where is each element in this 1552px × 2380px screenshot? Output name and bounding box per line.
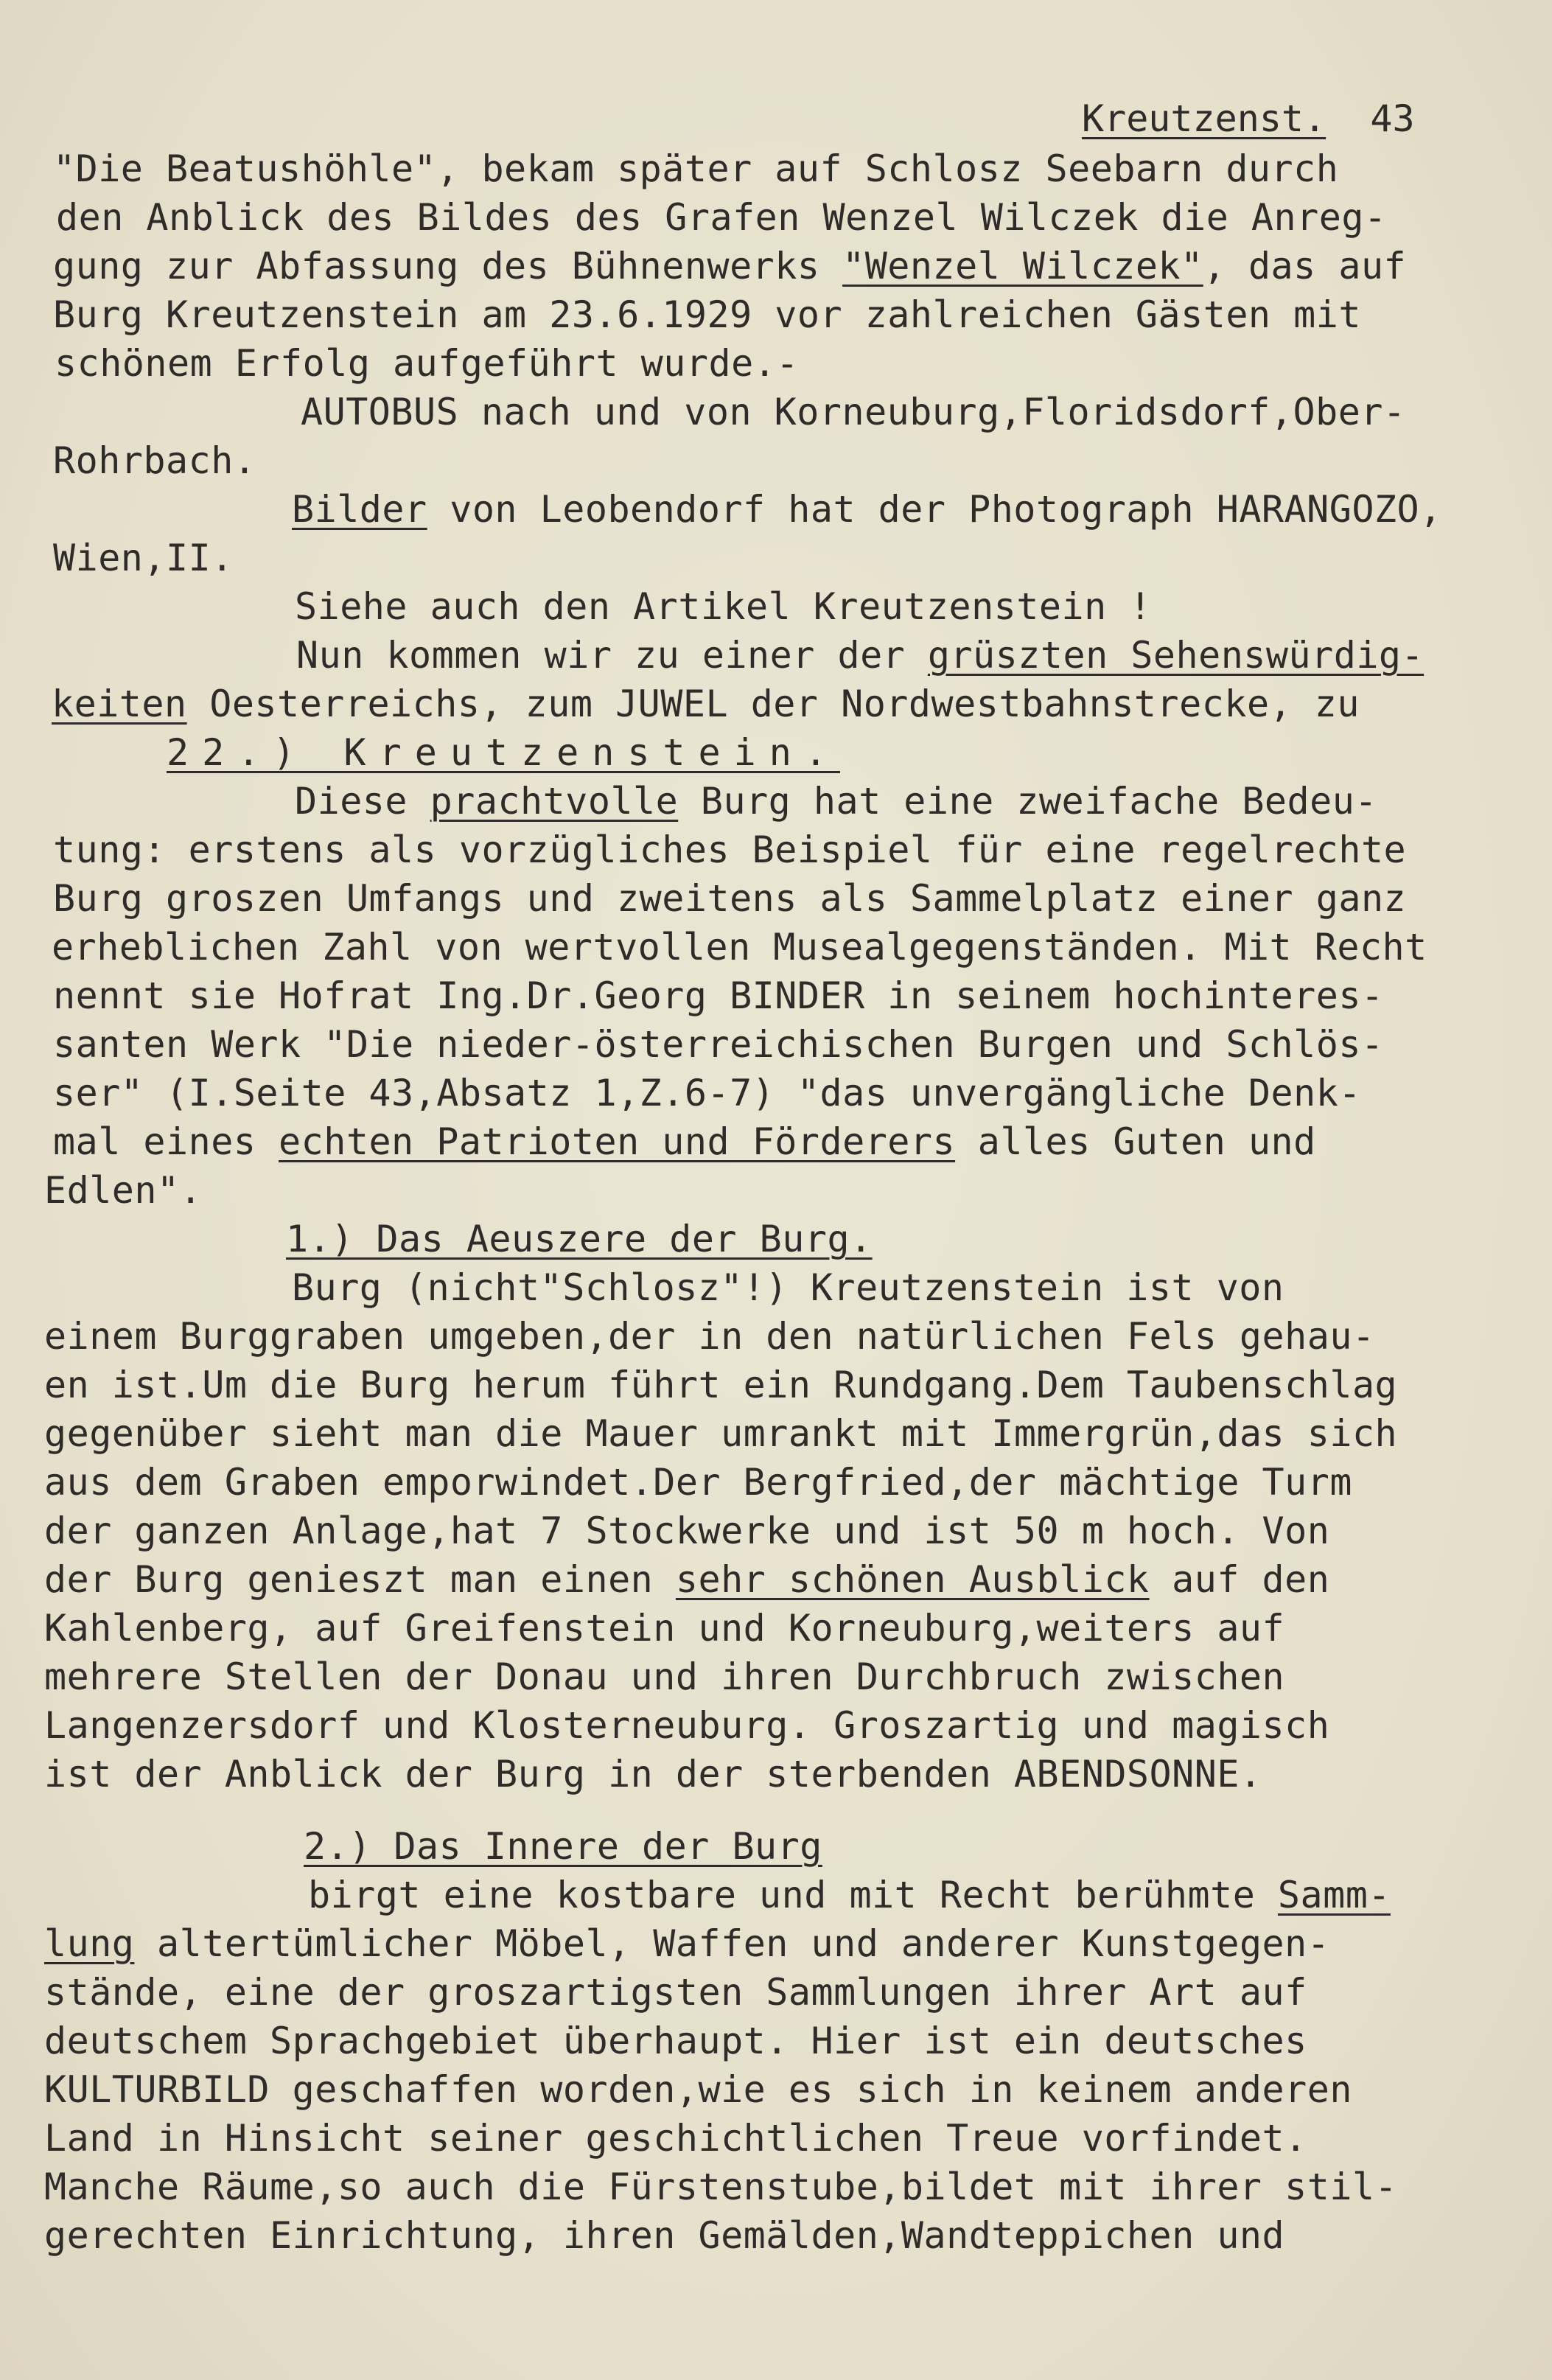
text-line: gerechten Einrichtung, ihren Gemälden,Wandteppichen und bbox=[44, 2214, 1285, 2257]
header-title: Kreutzenst. bbox=[1082, 97, 1326, 140]
text-line: nennt sie Hofrat Ing.Dr.Georg BINDER in seinem hochinteres- bbox=[53, 974, 1384, 1017]
text-line: keiten Oesterreichs, zum JUWEL der Nordwestbahnstrecke, zu bbox=[52, 683, 1360, 725]
text-line: aus dem Graben emporwindet.Der Bergfried,der mächtige Turm bbox=[44, 1461, 1352, 1504]
text-line: AUTOBUS nach und von Korneuburg,Floridsdorf,Ober- bbox=[301, 391, 1406, 433]
text-line: "Die Beatushöhle", bekam später auf Schlosz Seebarn durch bbox=[53, 147, 1339, 190]
text-line: schönem Erfolg aufgeführt wurde.- bbox=[55, 342, 799, 385]
text-line: Diese prachtvolle Burg hat eine zweifache Bedeu- bbox=[295, 780, 1377, 823]
page-number: 43 bbox=[1370, 97, 1415, 140]
text-line: gegenüber sieht man die Mauer umrankt mit Immergrün,das sich bbox=[44, 1412, 1398, 1455]
text-line: tung: erstens als vorzügliches Beispiel für eine regelrechte bbox=[53, 828, 1407, 871]
text-line: Nun kommen wir zu einer der grüszten Sehenswürdig- bbox=[296, 634, 1425, 677]
text-line: der Burg genieszt man einen sehr schönen Ausblick auf den bbox=[44, 1558, 1330, 1601]
text-line: gung zur Abfassung des Bühnenwerks "Wenzel Wilczek", das auf bbox=[53, 245, 1407, 287]
text-line: Wien,II. bbox=[53, 537, 234, 579]
text-line: erheblichen Zahl von wertvollen Musealgegenständen. Mit Recht bbox=[52, 926, 1427, 969]
text-line: Manche Räume,so auch die Fürstenstube,bildet mit ihrer stil- bbox=[44, 2166, 1398, 2208]
text-line: stände, eine der groszartigsten Sammlungen ihrer Art auf bbox=[44, 1971, 1307, 2014]
text-line: Kahlenberg, auf Greifenstein und Korneuburg,weiters auf bbox=[44, 1607, 1285, 1650]
text-line: mehrere Stellen der Donau und ihren Durchbruch zwischen bbox=[44, 1655, 1285, 1698]
text-line: ser" (I.Seite 43,Absatz 1,Z.6-7) "das unvergängliche Denk- bbox=[53, 1072, 1361, 1114]
text-line: Langenzersdorf und Klosterneuburg. Groszartig und magisch bbox=[44, 1704, 1330, 1747]
text-line: en ist.Um die Burg herum führt ein Rundgang.Dem Taubenschlag bbox=[44, 1364, 1398, 1406]
text-line: Siehe auch den Artikel Kreutzenstein ! bbox=[295, 585, 1152, 628]
text-line: einem Burggraben umgeben,der in den natürlichen Fels gehau- bbox=[44, 1315, 1375, 1358]
text-line: santen Werk "Die nieder-österreichischen Burgen und Schlös- bbox=[53, 1023, 1384, 1066]
text-line: Burg Kreutzenstein am 23.6.1929 vor zahlreichen Gästen mit bbox=[53, 293, 1361, 336]
section-heading: 2.) Das Innere der Burg bbox=[304, 1825, 822, 1868]
text-line: Land in Hinsicht seiner geschichtlichen Treue vorfindet. bbox=[44, 2117, 1307, 2160]
section-heading: 22.) Kreutzenstein. bbox=[167, 731, 840, 774]
page-header bbox=[1082, 94, 1415, 143]
text-line: mal eines echten Patrioten und Förderers alles Guten und bbox=[53, 1120, 1316, 1163]
text-line: KULTURBILD geschaffen worden,wie es sich in keinem anderen bbox=[44, 2068, 1352, 2111]
text-line: birgt eine kostbare und mit Recht berühmte Samm- bbox=[308, 1874, 1391, 1916]
text-line: Burg groszen Umfangs und zweitens als Sammelplatz einer ganz bbox=[53, 877, 1407, 920]
text-line: ist der Anblick der Burg in der sterbenden ABENDSONNE. bbox=[44, 1753, 1262, 1796]
text-line: den Anblick des Bildes des Grafen Wenzel Wilczek die Anreg- bbox=[56, 196, 1387, 239]
text-line: Edlen". bbox=[44, 1169, 203, 1212]
text-line: deutschem Sprachgebiet überhaupt. Hier ist ein deutsches bbox=[44, 2020, 1307, 2062]
text-line: der ganzen Anlage,hat 7 Stockwerke und ist 50 m hoch. Von bbox=[44, 1510, 1330, 1552]
text-line: Bilder von Leobendorf hat der Photograph HARANGOZO, bbox=[292, 488, 1442, 531]
text-line: lung altertümlicher Möbel, Waffen und anderer Kunstgegen- bbox=[44, 1922, 1330, 1965]
text-line: Burg (nicht"Schlosz"!) Kreutzenstein ist von bbox=[292, 1266, 1284, 1309]
text-line: Rohrbach. bbox=[53, 439, 256, 482]
section-heading: 1.) Das Aeuszere der Burg. bbox=[286, 1218, 873, 1260]
